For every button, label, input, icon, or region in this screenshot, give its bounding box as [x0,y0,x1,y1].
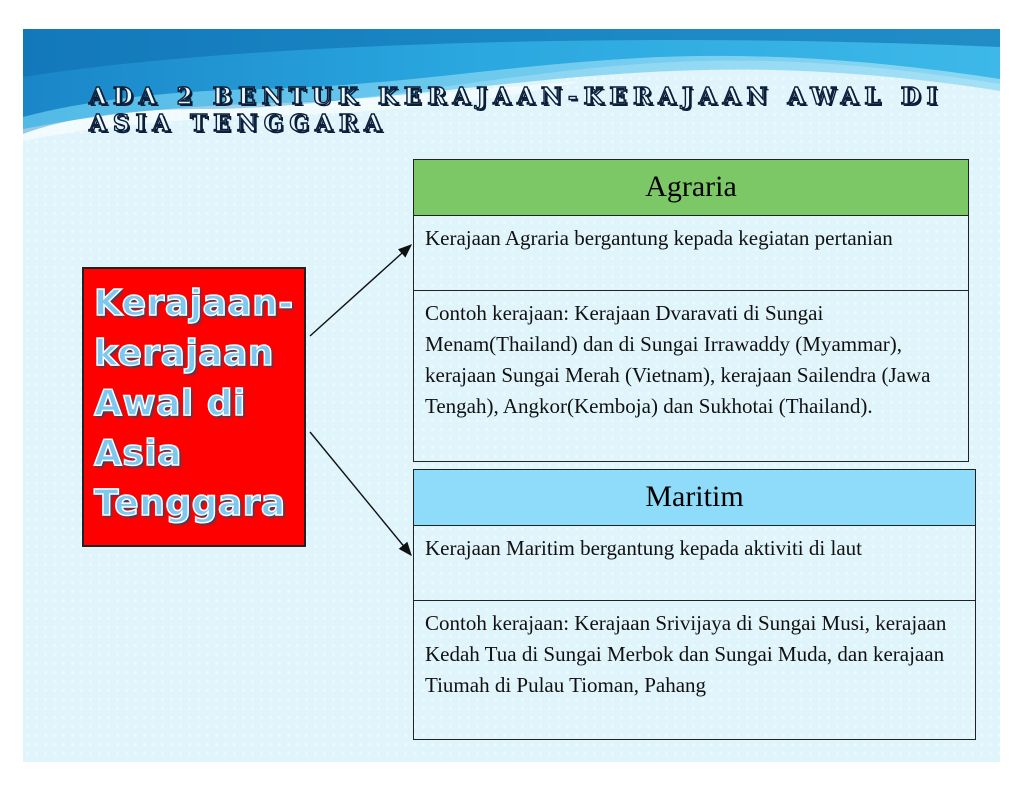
maritim-header: Maritim [414,470,975,526]
main-topic-text [94,279,302,529]
agraria-examples: Contoh kerajaan: Kerajaan Dvaravati di Sungai Menam(Thailand) dan di Sungai Irrawaddy (Myammar), kerajaan Sungai Merah (Vietnam), kerajaan Sailendra (Jawa Tengah), Angkor(Kemboja) dan Sukhotai (Thailand). [425,301,931,418]
main-topic-box [82,267,306,547]
slide [23,29,1000,762]
main-topic-line: Tenggara [94,483,286,524]
slide-title: ADA 2 BENTUK KERAJAAN-KERAJAAN AWAL DI ASIA TENGGARA [89,83,944,137]
main-topic-line: kerajaan [94,333,274,374]
main-topic-line: Kerajaan- [94,283,294,324]
main-topic-line: Awal di [94,383,246,424]
arrow-to-agraria [310,245,411,336]
agraria-description: Kerajaan Agraria bergantung kepada kegiatan pertanian [414,216,968,291]
arrow-to-maritim [310,432,411,555]
main-topic-line: Asia [94,433,182,474]
maritim-description: Kerajaan Maritim bergantung kepada aktiviti di laut [414,526,975,601]
agraria-table [413,159,969,462]
maritim-table [413,469,976,740]
maritim-examples: Contoh kerajaan: Kerajaan Srivijaya di Sungai Musi, kerajaan Kedah Tua di Sungai Merbok dan Sungai Muda, dan kerajaan Tiumah di Pulau Tioman, Pahang [425,611,947,697]
agraria-header: Agraria [414,160,968,216]
